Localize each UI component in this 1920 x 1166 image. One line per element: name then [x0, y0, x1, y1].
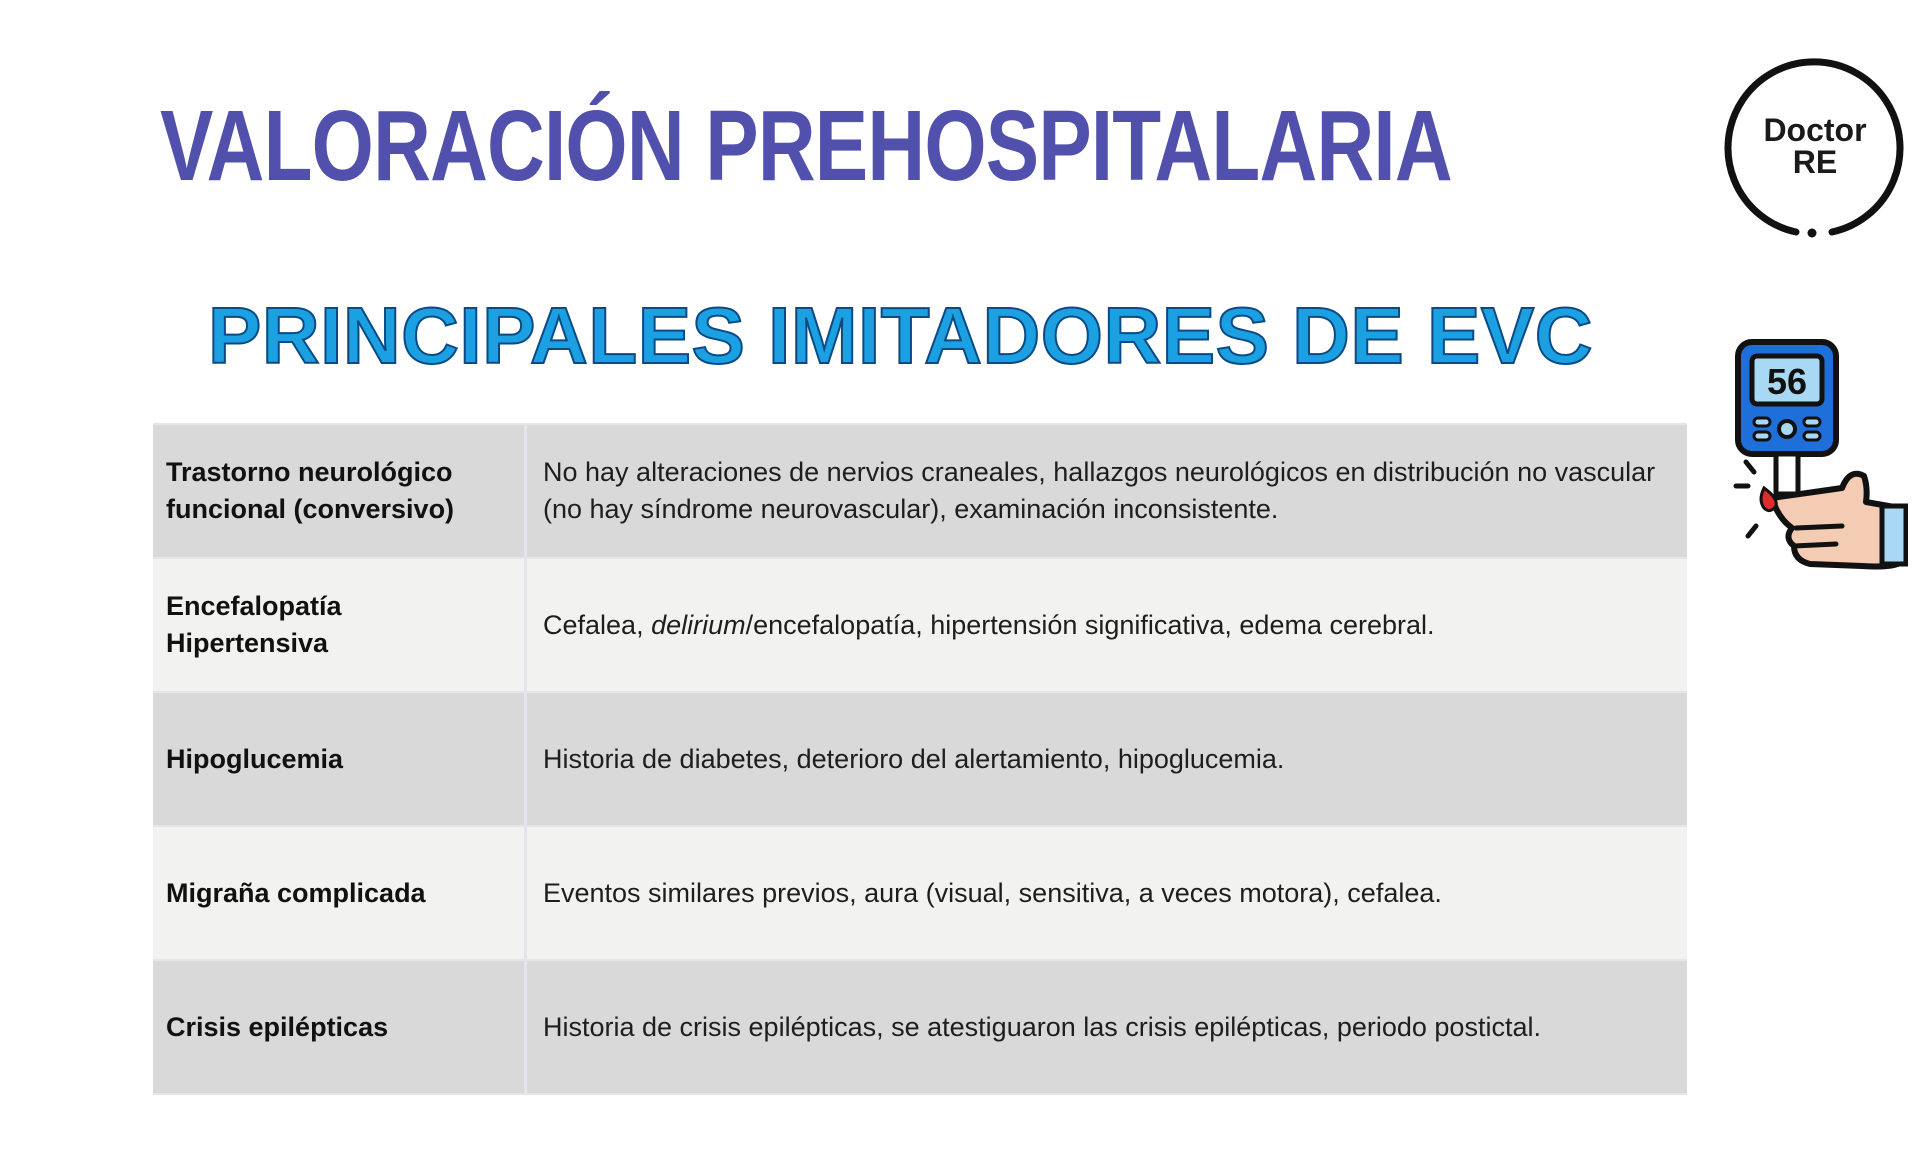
- table-row: [153, 692, 1687, 826]
- condition-cell: Migraña complicada: [153, 826, 526, 960]
- logo-text: [1720, 114, 1910, 178]
- doctor-re-logo: [1720, 52, 1920, 252]
- description-text: No hay alteraciones de nervios craneales, hallazgos neurológicos en distribución no vascular (no hay síndrome neurovascular), examinación inconsistente.: [543, 457, 1656, 524]
- logo-line-1: Doctor: [1763, 112, 1867, 148]
- page-title: VALORACIÓN PREHOSPITALARIA: [160, 90, 1452, 202]
- description-text: /encefalopatía, hipertensión significativa, edema cerebral.: [745, 609, 1435, 640]
- description-text: Eventos similares previos, aura (visual, sensitiva, a veces motora), cefalea.: [543, 877, 1442, 908]
- condition-cell: Hipoglucemia: [153, 692, 526, 826]
- table-row: [153, 424, 1687, 558]
- logo-line-2: RE: [1792, 144, 1838, 180]
- mimics-table: [153, 423, 1687, 1095]
- description-cell: [526, 424, 1688, 558]
- description-cell: [526, 826, 1688, 960]
- table-row: [153, 960, 1687, 1094]
- description-text: Historia de crisis epilépticas, se atestiguaron las crisis epilépticas, periodo postictal.: [543, 1011, 1541, 1042]
- description-italic-term: delirium: [651, 609, 746, 640]
- condition-cell: Trastorno neurológico funcional (conversivo): [153, 424, 526, 558]
- table-row: [153, 558, 1687, 692]
- condition-cell: Crisis epilépticas: [153, 960, 526, 1094]
- table-row: [153, 826, 1687, 960]
- section-title: PRINCIPALES IMITADORES DE EVC: [208, 291, 1594, 380]
- description-text: Historia de diabetes, deterioro del alertamiento, hipoglucemia.: [543, 743, 1285, 774]
- condition-cell: Encefalopatía Hipertensiva: [153, 558, 526, 692]
- description-cell: [526, 960, 1688, 1094]
- description-cell: [526, 558, 1688, 692]
- glucometer-reading: 56: [1766, 361, 1808, 402]
- description-text: Cefalea,: [543, 609, 652, 640]
- glucometer-finger-prick-icon: [1732, 338, 1908, 578]
- description-cell: [526, 692, 1688, 826]
